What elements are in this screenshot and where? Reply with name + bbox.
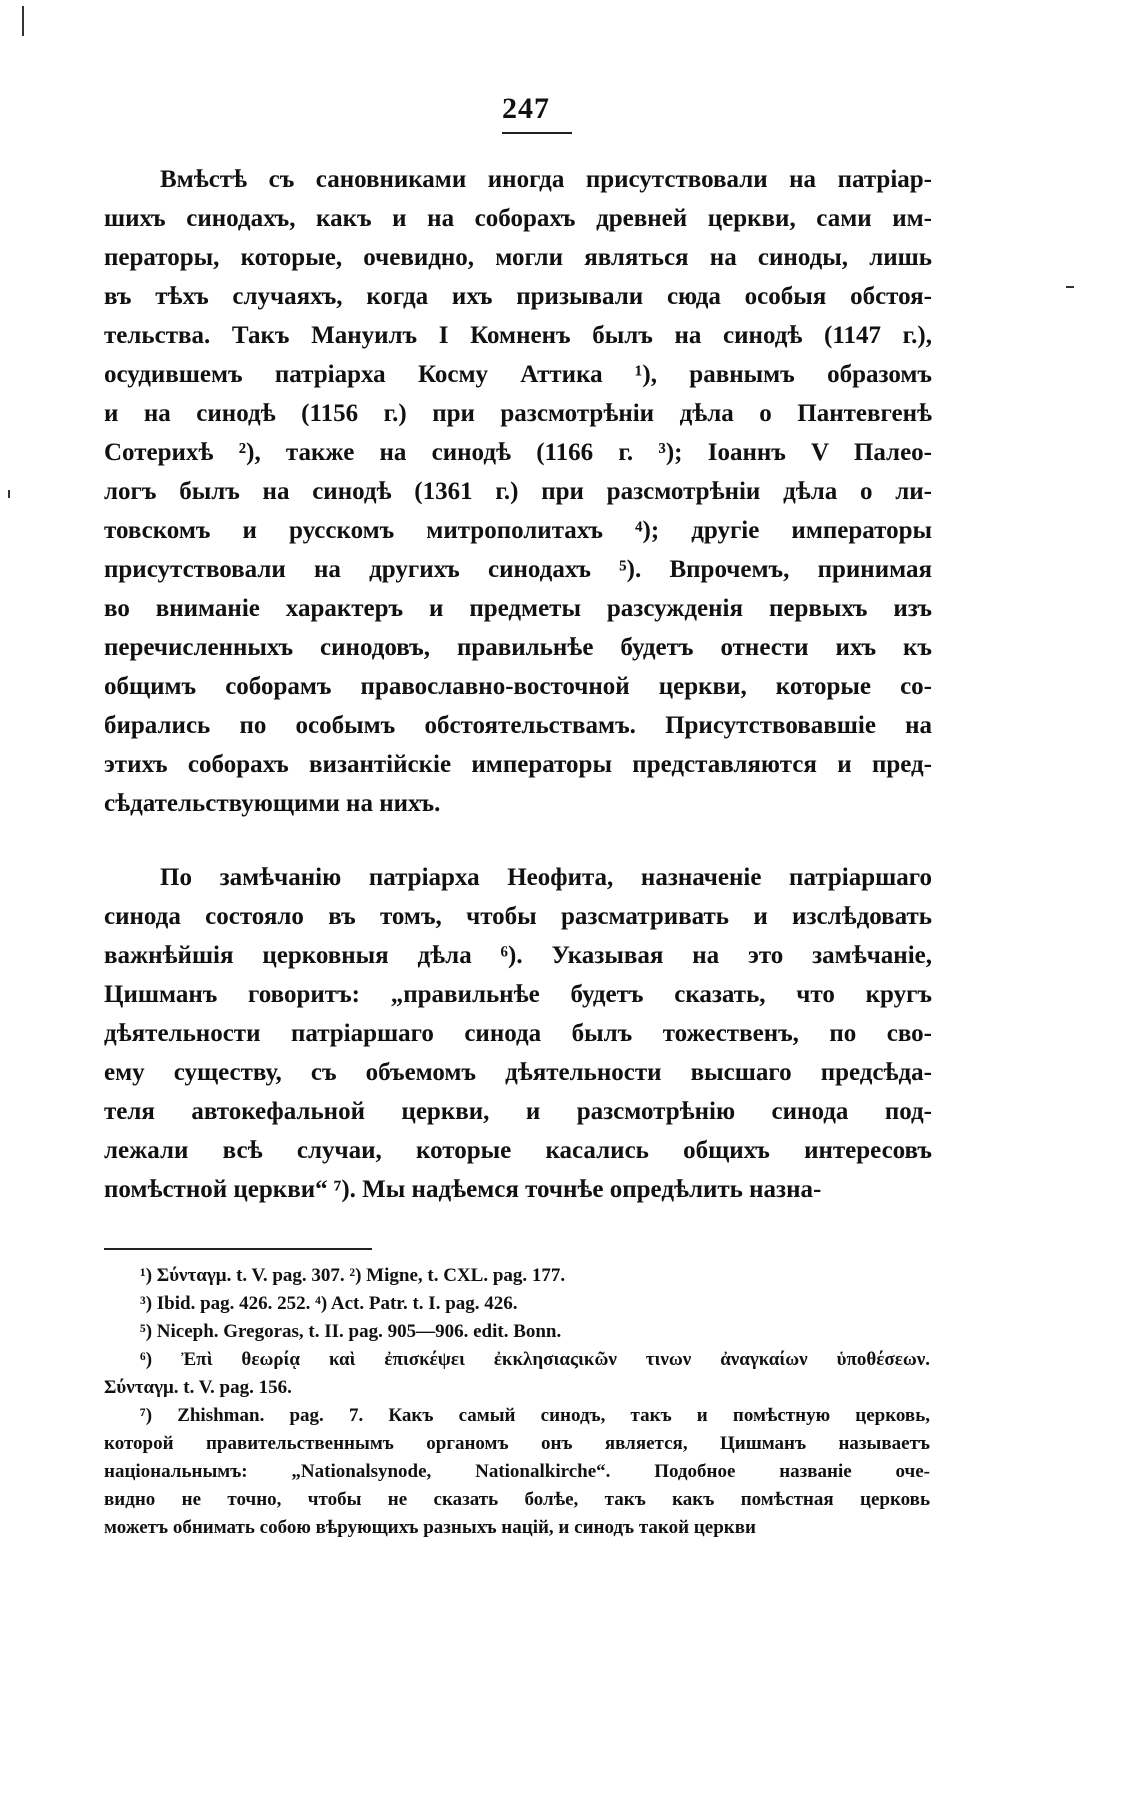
footnote-line: видно не точно, чтобы не сказать болѣе, такъ какъ помѣстная церковь bbox=[104, 1489, 930, 1510]
text-line: лежали всѣ случаи, которые касались общихъ интересовъ bbox=[104, 1137, 932, 1164]
footnote-line: ³) Ibid. pag. 426. 252. ⁴) Act. Patr. t. I. pag. 426. bbox=[140, 1293, 518, 1314]
text-line: этихъ соборахъ византiйскiе императоры представляются и пред- bbox=[104, 751, 932, 778]
text-line: дѣятельности патрiаршаго синода былъ тожественъ, по сво- bbox=[104, 1020, 932, 1047]
text-line: Цишманъ говоритъ: „правильнѣе будетъ сказать, что кругъ bbox=[104, 981, 932, 1008]
text-line: важнѣйшiя церковныя дѣла ⁶). Указывая на это замѣчанiе, bbox=[104, 942, 932, 969]
right-margin-mark bbox=[1066, 286, 1074, 288]
page-number-rule bbox=[502, 132, 572, 134]
text-line: логъ былъ на синодѣ (1361 г.) при разсмотрѣнiи дѣла о ли- bbox=[104, 478, 932, 505]
left-margin-tick bbox=[8, 490, 10, 498]
footnote-2 bbox=[104, 1290, 930, 1318]
footnote-line: нацiональнымъ: „Nationalsynode, Nationalkirche“. Подобное названiе оче- bbox=[104, 1461, 930, 1482]
footnote-line: Σύνταγμ. t. V. pag. 156. bbox=[104, 1377, 292, 1398]
text-line: въ тѣхъ случаяхъ, когда ихъ призывали сюда особыя обстоя- bbox=[104, 283, 932, 310]
footnote-line: ¹) Σύνταγμ. t. V. pag. 307. ²) Migne, t. CXL. pag. 177. bbox=[140, 1265, 566, 1286]
footnote-divider bbox=[104, 1248, 372, 1250]
left-margin-mark bbox=[22, 6, 24, 36]
text-line: шихъ синодахъ, какъ и на соборахъ древней церкви, сами им- bbox=[104, 205, 932, 232]
text-line: ператоры, которые, очевидно, могли являться на синоды, лишь bbox=[104, 244, 932, 271]
page-number: 247 bbox=[502, 92, 550, 125]
text-line: бирались по особымъ обстоятельствамъ. Присутствовавшiе на bbox=[104, 712, 932, 739]
text-line: перечисленныхъ синодовъ, правильнѣе будетъ отнести ихъ къ bbox=[104, 634, 932, 661]
text-line: тельства. Такъ Мануилъ I Комненъ былъ на синодѣ (1147 г.), bbox=[104, 322, 932, 349]
text-line: помѣстной церкви“ ⁷). Мы надѣемся точнѣе опредѣлить назна- bbox=[104, 1176, 822, 1203]
text-line: ему существу, съ объемомъ дѣятельности высшаго предсѣда- bbox=[104, 1059, 932, 1086]
text-line: сѣдательствующими на нихъ. bbox=[104, 790, 441, 817]
footnote-1 bbox=[104, 1262, 930, 1290]
paragraph-2 bbox=[104, 858, 932, 1209]
footnote-line: ⁷) Zhishman. pag. 7. Какъ самый синодъ, такъ и помѣстную церковь, bbox=[140, 1405, 930, 1426]
footnotes bbox=[104, 1262, 930, 1542]
footnote-5 bbox=[104, 1402, 930, 1542]
text-line: Вмѣстѣ съ сановниками иногда присутствовали на патрiар- bbox=[160, 166, 932, 193]
footnote-line: ⁶) Ἐπὶ θεωρίᾳ καὶ ἐπισκέψει ἐκκλησιαςικῶν τινων ἀναγκαίων ὑποθέσεων. bbox=[140, 1349, 930, 1370]
text-line: синода состояло въ томъ, чтобы разсматривать и изслѣдовать bbox=[104, 903, 932, 930]
text-line: теля автокефальной церкви, и разсмотрѣнiю синода под- bbox=[104, 1098, 932, 1125]
footnote-line: ⁵) Niceph. Gregoras, t. II. pag. 905—906. edit. Bonn. bbox=[140, 1321, 562, 1342]
footnote-3 bbox=[104, 1318, 930, 1346]
text-line: осудившемъ патрiарха Косму Аттика ¹), равнымъ образомъ bbox=[104, 361, 932, 388]
footnote-line: которой правительственнымъ органомъ онъ является, Цишманъ называетъ bbox=[104, 1433, 930, 1454]
text-line: Сотерихѣ ²), также на синодѣ (1166 г. ³); Iоаннъ V Палео- bbox=[104, 439, 932, 466]
text-line: во вниманiе характеръ и предметы разсужденiя первыхъ изъ bbox=[104, 595, 932, 622]
text-line: присутствовали на другихъ синодахъ ⁵). Впрочемъ, принимая bbox=[104, 556, 932, 583]
text-line: и на синодѣ (1156 г.) при разсмотрѣнiи дѣла о Пантевгенѣ bbox=[104, 400, 932, 427]
footnote-line: можетъ обнимать собою вѣрующихъ разныхъ нацiй, и синодъ такой церкви bbox=[104, 1517, 756, 1538]
paragraph-1 bbox=[104, 160, 932, 823]
text-line: По замѣчанiю патрiарха Неофита, назначенiе патрiаршаго bbox=[160, 864, 932, 891]
footnote-4 bbox=[104, 1346, 930, 1402]
text-line: общимъ соборамъ православно-восточной церкви, которые со- bbox=[104, 673, 932, 700]
text-line: товскомъ и русскомъ митрополитахъ ⁴); другiе императоры bbox=[104, 517, 932, 544]
